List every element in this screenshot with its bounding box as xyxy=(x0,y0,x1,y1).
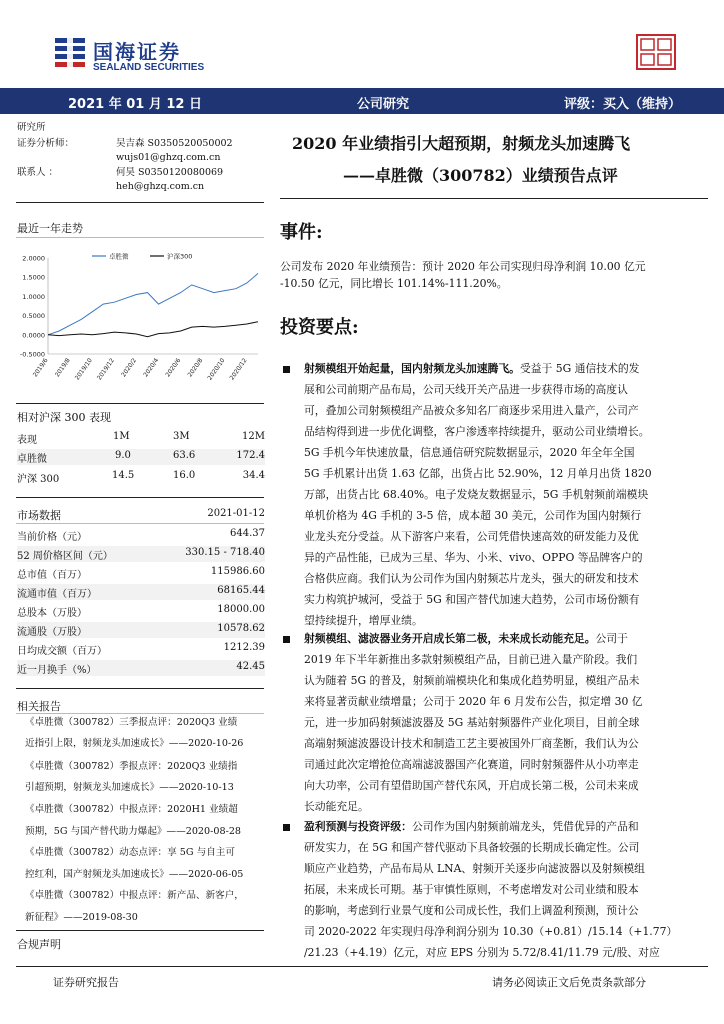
relative-col-3m: 3M xyxy=(173,431,190,442)
market-row xyxy=(17,527,265,543)
market-top-rule xyxy=(16,497,264,498)
point-1-line: 5G 手机今年快速放量，信息通信研究院数据显示，2020 年全年全国 xyxy=(304,446,635,459)
trend-rule xyxy=(16,237,264,238)
bullet-square-icon xyxy=(283,824,290,831)
point-1-line: 实力构筑护城河，受益于 5G 和国产替代加速大趋势，公司市场份额有 xyxy=(304,593,640,606)
relative-top-rule xyxy=(16,403,264,404)
market-date: 2021-01-12 xyxy=(207,508,265,519)
point-3-line: 司 2020-2022 年实现归母净利润分别为 10.30（+0.81）/15.14（+1.77） xyxy=(304,925,678,938)
related-report-line: 《卓胜微（300782）动态点评：享 5G 与自主可 xyxy=(25,847,235,858)
y-tick-label: 1.0000 xyxy=(22,292,45,301)
market-value: 1212.39 xyxy=(223,642,265,653)
relative-row-1m: 9.0 xyxy=(115,450,131,461)
bullet-square-icon xyxy=(283,366,290,373)
footer-left: 证券研究报告 xyxy=(53,976,119,989)
point-2-line: 司通过此次定增抢位高端滤波器国产化赛道，同时射频器件从小功率走 xyxy=(304,758,639,771)
contact-name: 何昊 S0350120080069 xyxy=(116,167,224,178)
point-3-line: 的影响，考虑到行业景气度和公司成长性，我们上调盈利预测，预计公 xyxy=(304,904,639,917)
y-tick-label: 2.0000 xyxy=(22,254,45,263)
relative-row-1m: 14.5 xyxy=(112,470,135,481)
x-tick-label: 2019/8 xyxy=(53,357,72,379)
point-3-line: 顺应产业趋势，产品布局从 LNA、射频开关逐步向滤波器以及射频模组 xyxy=(304,862,645,875)
trend-chart xyxy=(14,244,264,394)
market-row xyxy=(17,603,265,619)
relative-row-3m: 16.0 xyxy=(173,470,196,481)
point-1-line: 品结构得到进一步优化调整，客户渗透率持续提升，驱动公司业绩增长。 xyxy=(304,425,650,438)
footer-divider xyxy=(16,966,708,967)
analyst-email: wujs01@ghzq.com.cn xyxy=(116,152,221,163)
x-tick-label: 2019/10 xyxy=(73,357,94,382)
point-1-line: 万部，出货占比 68.40%。电子发烧友数据显示，5G 手机射频前端模块 xyxy=(304,488,649,501)
market-label: 市场数据 xyxy=(17,509,61,522)
related-rule xyxy=(16,713,264,714)
relative-col-1m: 1M xyxy=(113,431,130,442)
point-3-line: /21.23（+4.19）亿元，对应 EPS 分别为 5.72/8.41/11.79 元/股、对应 xyxy=(304,946,660,959)
trend-label: 最近一年走势 xyxy=(17,222,83,235)
logo-mark-icon xyxy=(53,34,87,70)
point-2-line: 来将显著贡献业绩增量；公司于 2020 年 6 月发布公告，拟定增 30 亿 xyxy=(304,695,643,708)
point-3-first-line xyxy=(304,820,639,834)
points-heading: 投资要点: xyxy=(280,317,359,338)
market-value: 18000.00 xyxy=(217,604,265,615)
relative-row-name: 沪深 300 xyxy=(17,474,60,485)
related-report-line: 新征程》——2019-08-30 xyxy=(25,912,138,923)
series-line-index xyxy=(48,322,258,337)
market-key: 52 周价格区间（元） xyxy=(17,551,113,562)
relative-header-row xyxy=(17,430,265,446)
rating: 评级：买入（维持） xyxy=(564,97,682,112)
logo-chinese: 国海证券 xyxy=(93,40,181,64)
market-key: 当前价格（元） xyxy=(17,532,87,543)
series-line-stock xyxy=(48,273,258,334)
related-report-line: 《卓胜微（300782）中报点评：2020H1 业绩超 xyxy=(25,804,238,815)
market-row xyxy=(17,622,265,638)
contact-email: heh@ghzq.com.cn xyxy=(116,181,205,192)
event-heading: 事件: xyxy=(280,222,323,243)
point-1-line: 单机价格为 4G 手机的 3-5 倍，成本超 30 美元，公司作为国内射频行 xyxy=(304,509,642,522)
y-tick-label: -0.5000 xyxy=(19,350,45,359)
x-tick-label: 2020/4 xyxy=(142,357,161,379)
point-1-first: 受益于 5G 通信技术的发 xyxy=(519,362,640,375)
relative-row-index xyxy=(17,469,265,485)
market-key: 流通股（万股） xyxy=(17,627,87,638)
y-tick-label: 0.5000 xyxy=(22,312,45,321)
related-report-line: 《卓胜微（300782）三季报点评：2020Q3 业绩 xyxy=(25,717,238,728)
point-3-bold: 盈利预测与投资评级： xyxy=(304,820,412,833)
market-date-row xyxy=(17,507,265,523)
point-2-line: 2019 年下半年新推出多款射频模组产品，目前已进入量产阶段。我们 xyxy=(304,653,638,666)
related-report-line: 引超预期，射频龙头加速成长》——2020-10-13 xyxy=(25,782,234,793)
point-2-line: 向大功率，公司有望借助国产替代东风，开启成长第二极，公司未来成 xyxy=(304,779,639,792)
report-title: 2020 年业绩指引大超预期，射频龙头加速腾飞 xyxy=(292,134,631,153)
relative-row-12m: 34.4 xyxy=(242,470,265,481)
related-report-line: 控红利，国产射频龙头加速成长》——2020-06-05 xyxy=(25,869,244,880)
related-report-line: 近指引上限，射频龙头加速成长》——2020-10-26 xyxy=(25,738,244,749)
research-seal-icon xyxy=(636,34,676,70)
x-tick-label: 2019/6 xyxy=(31,357,50,379)
relative-label: 相对沪深 300 表现 xyxy=(17,411,111,424)
market-row xyxy=(17,641,265,657)
y-tick-label: 1.5000 xyxy=(22,273,45,282)
point-2-first-line xyxy=(304,632,628,646)
related-report-line: 《卓胜微（300782）中报点评：新产品、新客户， xyxy=(25,890,244,901)
point-2-first: 公司于 xyxy=(595,632,628,645)
market-value: 644.37 xyxy=(230,528,265,539)
market-value: 10578.62 xyxy=(217,623,265,634)
analyst-label: 证券分析师： xyxy=(17,138,75,149)
market-key: 总股本（万股） xyxy=(17,608,87,619)
disclaimer-label: 合规声明 xyxy=(17,938,61,951)
disclaimer-top-rule xyxy=(16,930,264,931)
point-2-line: 高端射频滤波器设计技术和制造工艺主要被国外厂商垄断，我们认为公 xyxy=(304,737,639,750)
market-rule xyxy=(16,523,264,524)
point-1-line: 异的产品性能，已成为三星、华为、小米、vivo、OPPO 等品牌客户的 xyxy=(304,551,643,564)
point-1-line: 合格供应商。我们认为公司作为国内射频芯片龙头，强大的研发和技术 xyxy=(304,572,639,585)
market-row xyxy=(17,660,265,676)
point-2-bold: 射频模组、滤波器业务开启成长第二极，未来成长动能充足。 xyxy=(304,632,596,645)
report-date: 2021 年 01 月 12 日 xyxy=(68,97,202,112)
contact-label: 联系人 ： xyxy=(17,167,59,178)
relative-row-12m: 172.4 xyxy=(236,450,265,461)
point-1-bold: 射频模组开始起量，国内射频龙头加速腾飞。 xyxy=(304,362,520,375)
market-value: 68165.44 xyxy=(217,585,265,596)
market-key: 日均成交额（百万） xyxy=(17,646,107,657)
relative-col-name: 表现 xyxy=(17,435,37,446)
related-top-rule xyxy=(16,688,264,689)
logo-english: SEALAND SECURITIES xyxy=(93,62,205,73)
y-tick-label: 0.0000 xyxy=(22,331,45,340)
market-row xyxy=(17,546,265,562)
analyst-name: 吴吉森 S0350520050002 xyxy=(116,138,233,149)
x-tick-label: 2020/8 xyxy=(186,357,205,379)
relative-col-12m: 12M xyxy=(242,431,265,442)
title-divider xyxy=(280,198,708,199)
event-text-line: 公司发布 2020 年业绩预告：预计 2020 年公司实现归母净利润 10.00 亿元 xyxy=(280,260,646,273)
market-row xyxy=(17,584,265,600)
market-key: 总市值（百万） xyxy=(17,570,87,581)
point-1-line: 业龙头充分受益。从下游客户来看，公司凭借快速高效的研发能力及优 xyxy=(304,530,639,543)
related-label: 相关报告 xyxy=(17,700,61,713)
relative-row-stock xyxy=(17,449,265,465)
left-divider xyxy=(16,202,264,203)
point-2-line: 元，进一步加码射频滤波器及 5G 基站射频器件产业化项目，目前全球 xyxy=(304,716,640,729)
market-row xyxy=(17,565,265,581)
x-tick-label: 2020/6 xyxy=(164,357,183,379)
market-key: 流通市值（百万） xyxy=(17,589,97,600)
company-logo xyxy=(53,34,233,74)
market-value: 42.45 xyxy=(236,661,265,672)
relative-row-name: 卓胜微 xyxy=(17,454,47,465)
market-key: 近一月换手（%） xyxy=(17,665,97,676)
x-tick-label: 2020/10 xyxy=(206,357,227,382)
legend-label: 沪深300 xyxy=(167,252,193,261)
footer-right: 请务必阅读正文后免责条款部分 xyxy=(492,976,646,989)
x-tick-label: 2020/2 xyxy=(120,357,139,379)
point-1-line: 展和公司前期产品布局，公司天线开关产品进一步获得市场的高度认 xyxy=(304,383,628,396)
point-2-line: 长动能充足。 xyxy=(304,800,369,813)
legend-label: 卓胜微 xyxy=(109,252,129,261)
related-report-line: 预期，5G 与国产替代助力爆起》——2020-08-28 xyxy=(25,826,242,837)
point-1-line: 望持续提升，增厚业绩。 xyxy=(304,614,423,627)
doc-type: 公司研究 xyxy=(357,97,410,112)
point-3-first: 公司作为国内射频前端龙头，凭借优异的产品和 xyxy=(411,820,639,833)
institute-label: 研究所 xyxy=(17,122,46,133)
relative-row-3m: 63.6 xyxy=(173,450,196,461)
point-1-first-line xyxy=(304,362,639,376)
point-3-line: 拓展，未来成长可期。基于审慎性原则，不考虑增发对公司业绩和股本 xyxy=(304,883,639,896)
point-3-line: 研发实力，在 5G 和国产替代驱动下具备较强的长期成长确定性。公司 xyxy=(304,841,640,854)
event-text-line: -10.50 亿元，同比增长 101.14%-111.20%。 xyxy=(280,277,508,290)
point-1-line: 5G 手机累计出货 1.63 亿部，出货占比 52.90%，12 月单月出货 1820 xyxy=(304,467,652,480)
related-report-line: 《卓胜微（300782）季报点评：2020Q3 业绩指 xyxy=(25,761,238,772)
x-tick-label: 2019/12 xyxy=(95,357,116,382)
bullet-square-icon xyxy=(283,636,290,643)
x-tick-label: 2020/12 xyxy=(228,357,249,382)
market-value: 115986.60 xyxy=(210,566,265,577)
point-1-line: 可，叠加公司射频模组产品被众多知名厂商逐步采用进入量产，公司产 xyxy=(304,404,639,417)
report-subtitle: ——卓胜微（300782）业绩预告点评 xyxy=(343,166,618,185)
market-value: 330.15 - 718.40 xyxy=(185,547,265,558)
header-bar xyxy=(0,88,724,114)
point-2-line: 认为随着 5G 的普及，射频前端模块化和集成化趋势明显，模组产品未 xyxy=(304,674,640,687)
